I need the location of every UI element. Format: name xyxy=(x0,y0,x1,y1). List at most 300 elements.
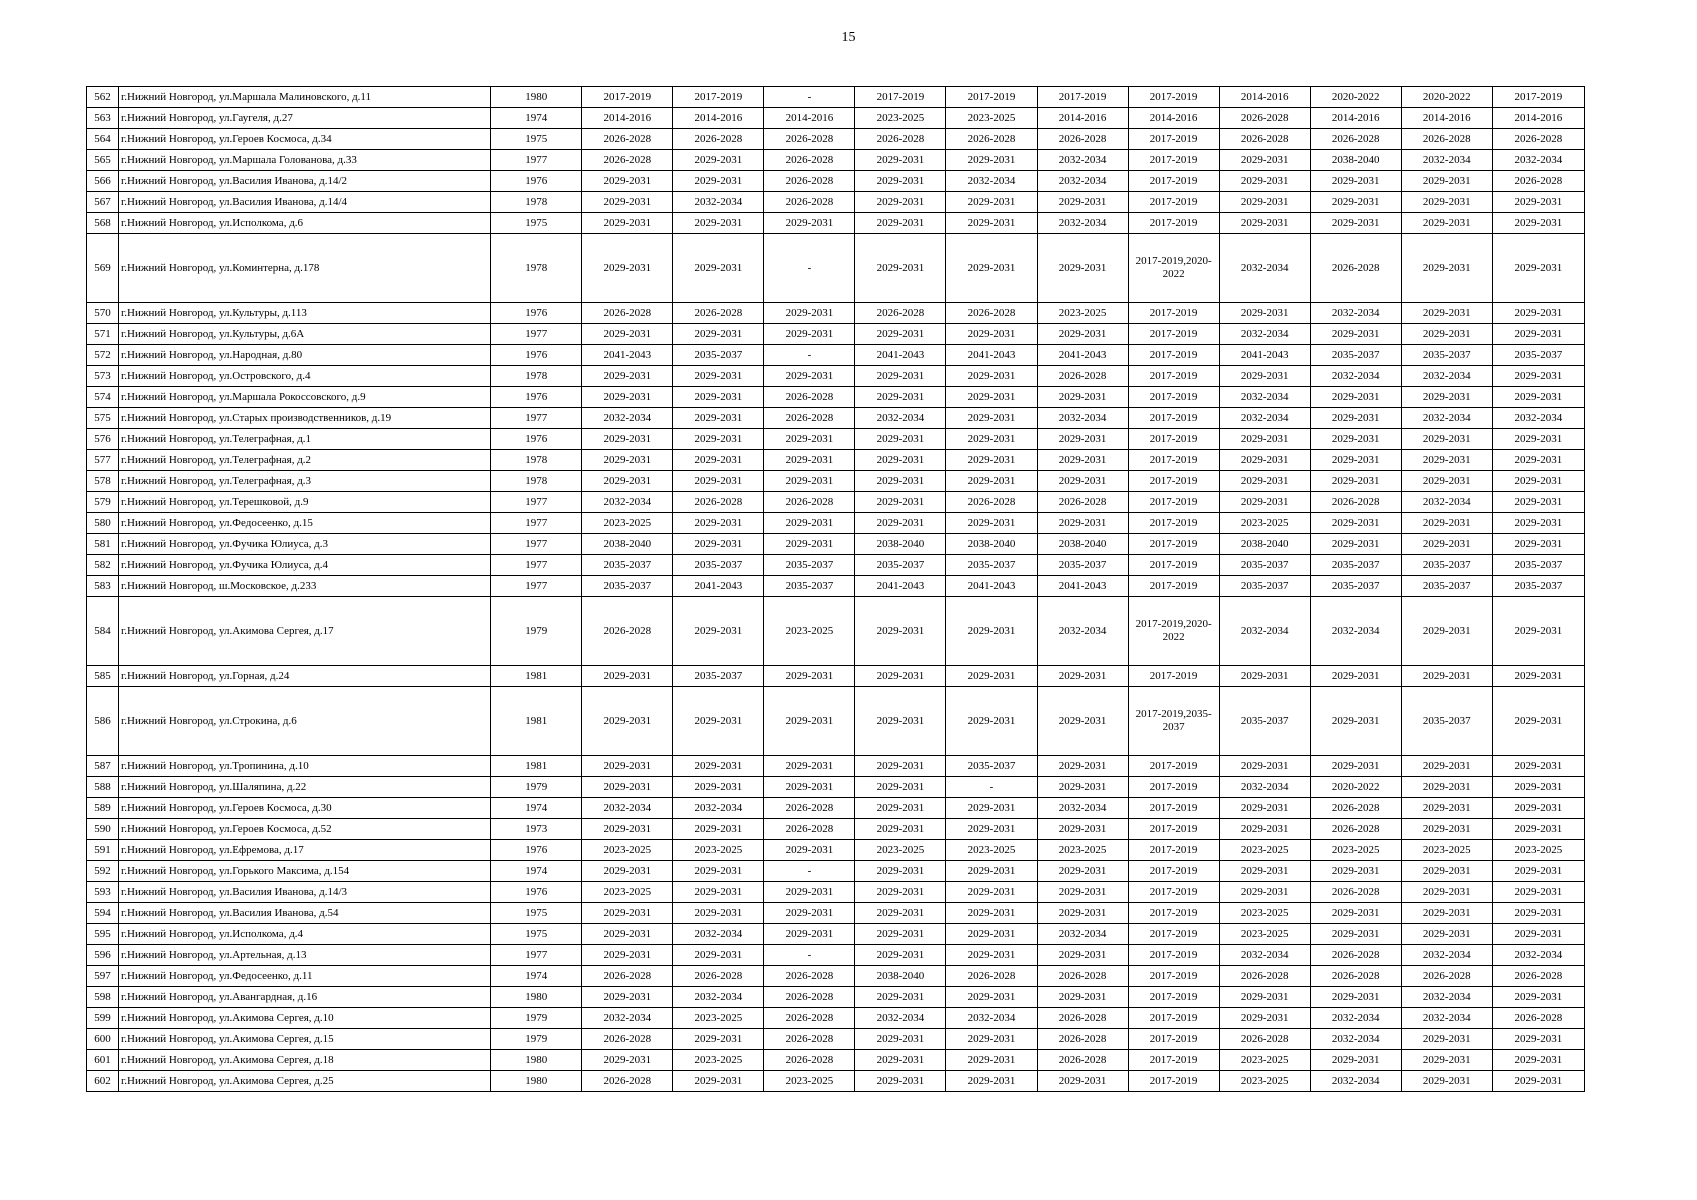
address-cell: г.Нижний Новгород, ул.Маршала Рокоссовского, д.9 xyxy=(119,387,491,408)
period-cell: 2029-2031 xyxy=(1037,429,1128,450)
period-cell: 2029-2031 xyxy=(1037,234,1128,303)
period-cell: 2029-2031 xyxy=(673,429,764,450)
period-cell: 2017-2019 xyxy=(1128,798,1219,819)
period-cell: 2017-2019 xyxy=(1128,192,1219,213)
row-number-cell: 582 xyxy=(87,555,119,576)
period-cell: 2029-2031 xyxy=(946,213,1037,234)
period-cell: 2026-2028 xyxy=(764,1029,855,1050)
year-built-cell: 1974 xyxy=(491,798,582,819)
year-built-cell: 1977 xyxy=(491,150,582,171)
period-cell: 2014-2016 xyxy=(673,108,764,129)
period-cell: 2035-2037 xyxy=(946,756,1037,777)
year-built-cell: 1977 xyxy=(491,576,582,597)
address-cell: г.Нижний Новгород, ул.Островского, д.4 xyxy=(119,366,491,387)
period-cell: 2029-2031 xyxy=(946,1071,1037,1092)
period-cell: 2029-2031 xyxy=(1037,324,1128,345)
period-cell: 2035-2037 xyxy=(855,555,946,576)
row-number-cell: 571 xyxy=(87,324,119,345)
period-cell: 2026-2028 xyxy=(1492,1008,1584,1029)
period-cell: 2029-2031 xyxy=(764,366,855,387)
period-cell: 2029-2031 xyxy=(1492,213,1584,234)
period-cell: 2029-2031 xyxy=(673,1029,764,1050)
period-cell: 2017-2019 xyxy=(1128,1050,1219,1071)
period-cell: 2029-2031 xyxy=(1310,192,1401,213)
period-cell: 2026-2028 xyxy=(673,492,764,513)
period-cell: 2029-2031 xyxy=(1310,687,1401,756)
period-cell: 2029-2031 xyxy=(1401,924,1492,945)
period-cell: 2023-2025 xyxy=(673,1008,764,1029)
table-row xyxy=(87,576,1585,597)
period-cell: 2038-2040 xyxy=(855,966,946,987)
period-cell: 2029-2031 xyxy=(1401,324,1492,345)
period-cell: 2029-2031 xyxy=(855,387,946,408)
period-cell: 2014-2016 xyxy=(1492,108,1584,129)
period-cell: 2029-2031 xyxy=(764,924,855,945)
period-cell: 2029-2031 xyxy=(946,924,1037,945)
year-built-cell: 1976 xyxy=(491,387,582,408)
period-cell: 2017-2019 xyxy=(1128,945,1219,966)
period-cell: - xyxy=(764,345,855,366)
period-cell: 2032-2034 xyxy=(1037,150,1128,171)
year-built-cell: 1980 xyxy=(491,1050,582,1071)
address-cell: г.Нижний Новгород, ул.Акимова Сергея, д.25 xyxy=(119,1071,491,1092)
address-cell: г.Нижний Новгород, ул.Фучика Юлиуса, д.4 xyxy=(119,555,491,576)
period-cell: 2017-2019 xyxy=(1128,303,1219,324)
row-number-cell: 580 xyxy=(87,513,119,534)
period-cell: 2029-2031 xyxy=(946,150,1037,171)
row-number-cell: 591 xyxy=(87,840,119,861)
period-cell: 2032-2034 xyxy=(673,192,764,213)
period-cell: 2026-2028 xyxy=(582,1029,673,1050)
period-cell: 2029-2031 xyxy=(1219,882,1310,903)
period-cell: 2026-2028 xyxy=(1219,129,1310,150)
table-row xyxy=(87,687,1585,756)
period-cell: 2029-2031 xyxy=(582,171,673,192)
period-cell: 2017-2019 xyxy=(1128,966,1219,987)
row-number-cell: 593 xyxy=(87,882,119,903)
period-cell: 2017-2019 xyxy=(1128,366,1219,387)
period-cell: 2032-2034 xyxy=(1037,213,1128,234)
period-cell: 2029-2031 xyxy=(946,798,1037,819)
period-cell: 2026-2028 xyxy=(582,966,673,987)
address-cell: г.Нижний Новгород, ул.Горная, д.24 xyxy=(119,666,491,687)
period-cell: 2029-2031 xyxy=(1219,1008,1310,1029)
period-cell: 2026-2028 xyxy=(946,966,1037,987)
period-cell: 2029-2031 xyxy=(855,903,946,924)
period-cell: 2029-2031 xyxy=(855,798,946,819)
period-cell: 2029-2031 xyxy=(1492,492,1584,513)
year-built-cell: 1979 xyxy=(491,1029,582,1050)
period-cell: 2029-2031 xyxy=(855,1029,946,1050)
row-number-cell: 594 xyxy=(87,903,119,924)
period-cell: 2023-2025 xyxy=(673,840,764,861)
period-cell: 2032-2034 xyxy=(1219,777,1310,798)
address-cell: г.Нижний Новгород, ул.Тропинина, д.10 xyxy=(119,756,491,777)
period-cell: 2029-2031 xyxy=(1037,861,1128,882)
period-cell: 2029-2031 xyxy=(1401,303,1492,324)
row-number-cell: 596 xyxy=(87,945,119,966)
period-cell: 2029-2031 xyxy=(673,777,764,798)
period-cell: 2029-2031 xyxy=(855,756,946,777)
table-body xyxy=(87,87,1585,1092)
period-cell: 2035-2037 xyxy=(764,555,855,576)
row-number-cell: 577 xyxy=(87,450,119,471)
period-cell: 2029-2031 xyxy=(1492,861,1584,882)
period-cell: 2032-2034 xyxy=(1310,1008,1401,1029)
period-cell: 2032-2034 xyxy=(1401,987,1492,1008)
period-cell: 2029-2031 xyxy=(582,819,673,840)
period-cell: 2026-2028 xyxy=(582,1071,673,1092)
period-cell: 2032-2034 xyxy=(1037,798,1128,819)
period-cell: 2026-2028 xyxy=(1037,1050,1128,1071)
period-cell: 2038-2040 xyxy=(1037,534,1128,555)
period-cell: 2029-2031 xyxy=(673,171,764,192)
period-cell: 2029-2031 xyxy=(855,450,946,471)
period-cell: 2017-2019,2020-2022 xyxy=(1128,234,1219,303)
period-cell: 2029-2031 xyxy=(1219,429,1310,450)
period-cell: 2038-2040 xyxy=(1219,534,1310,555)
period-cell: 2035-2037 xyxy=(673,345,764,366)
period-cell: 2017-2019 xyxy=(1128,924,1219,945)
period-cell: 2029-2031 xyxy=(946,597,1037,666)
period-cell: 2026-2028 xyxy=(764,819,855,840)
period-cell: 2032-2034 xyxy=(582,492,673,513)
period-cell: 2029-2031 xyxy=(1037,387,1128,408)
period-cell: 2029-2031 xyxy=(764,471,855,492)
period-cell: 2029-2031 xyxy=(1037,903,1128,924)
period-cell: 2017-2019 xyxy=(1128,471,1219,492)
period-cell: 2026-2028 xyxy=(764,798,855,819)
period-cell: 2032-2034 xyxy=(946,1008,1037,1029)
address-cell: г.Нижний Новгород, ул.Авангардная, д.16 xyxy=(119,987,491,1008)
period-cell: 2026-2028 xyxy=(764,987,855,1008)
address-cell: г.Нижний Новгород, ул.Василия Иванова, д.14/2 xyxy=(119,171,491,192)
period-cell: 2038-2040 xyxy=(1310,150,1401,171)
period-cell: 2029-2031 xyxy=(1037,450,1128,471)
period-cell: 2029-2031 xyxy=(1219,366,1310,387)
table-row xyxy=(87,1029,1585,1050)
period-cell: 2029-2031 xyxy=(855,234,946,303)
period-cell: 2032-2034 xyxy=(1219,324,1310,345)
period-cell: 2041-2043 xyxy=(582,345,673,366)
period-cell: 2029-2031 xyxy=(946,1029,1037,1050)
period-cell: 2026-2028 xyxy=(673,966,764,987)
period-cell: 2029-2031 xyxy=(946,882,1037,903)
row-number-cell: 584 xyxy=(87,597,119,666)
period-cell: 2032-2034 xyxy=(1219,945,1310,966)
period-cell: 2029-2031 xyxy=(1037,666,1128,687)
period-cell: 2041-2043 xyxy=(946,576,1037,597)
period-cell: 2029-2031 xyxy=(1037,819,1128,840)
period-cell: 2029-2031 xyxy=(946,1050,1037,1071)
row-number-cell: 579 xyxy=(87,492,119,513)
period-cell: 2029-2031 xyxy=(1219,798,1310,819)
table-row xyxy=(87,234,1585,303)
row-number-cell: 597 xyxy=(87,966,119,987)
period-cell: 2029-2031 xyxy=(1037,687,1128,756)
table-row xyxy=(87,429,1585,450)
period-cell: 2029-2031 xyxy=(946,234,1037,303)
period-cell: 2029-2031 xyxy=(1310,213,1401,234)
table-row xyxy=(87,819,1585,840)
period-cell: 2026-2028 xyxy=(1037,1008,1128,1029)
period-cell: 2029-2031 xyxy=(764,666,855,687)
period-cell: 2026-2028 xyxy=(1037,366,1128,387)
year-built-cell: 1980 xyxy=(491,87,582,108)
period-cell: 2029-2031 xyxy=(855,192,946,213)
year-built-cell: 1974 xyxy=(491,108,582,129)
address-cell: г.Нижний Новгород, ул.Шаляпина, д.22 xyxy=(119,777,491,798)
period-cell: 2029-2031 xyxy=(1492,1050,1584,1071)
period-cell: 2029-2031 xyxy=(855,945,946,966)
table-row xyxy=(87,213,1585,234)
year-built-cell: 1975 xyxy=(491,903,582,924)
period-cell: 2029-2031 xyxy=(855,924,946,945)
period-cell: 2041-2043 xyxy=(1219,345,1310,366)
period-cell: 2029-2031 xyxy=(1401,234,1492,303)
period-cell: 2029-2031 xyxy=(582,861,673,882)
period-cell: 2026-2028 xyxy=(1310,492,1401,513)
period-cell: 2026-2028 xyxy=(673,129,764,150)
period-cell: 2014-2016 xyxy=(1128,108,1219,129)
period-cell: 2029-2031 xyxy=(1401,1050,1492,1071)
period-cell: 2017-2019 xyxy=(1037,87,1128,108)
period-cell: 2017-2019 xyxy=(1128,408,1219,429)
table-row xyxy=(87,597,1585,666)
period-cell: 2023-2025 xyxy=(1219,840,1310,861)
period-cell: 2026-2028 xyxy=(1037,1029,1128,1050)
period-cell: 2029-2031 xyxy=(764,840,855,861)
row-number-cell: 595 xyxy=(87,924,119,945)
period-cell: 2029-2031 xyxy=(1492,1029,1584,1050)
period-cell: 2029-2031 xyxy=(764,756,855,777)
table-row xyxy=(87,756,1585,777)
period-cell: 2035-2037 xyxy=(1492,576,1584,597)
year-built-cell: 1976 xyxy=(491,882,582,903)
period-cell: 2017-2019 xyxy=(1128,345,1219,366)
period-cell: 2026-2028 xyxy=(1219,1029,1310,1050)
year-built-cell: 1973 xyxy=(491,819,582,840)
period-cell: 2032-2034 xyxy=(1310,303,1401,324)
year-built-cell: 1980 xyxy=(491,987,582,1008)
address-cell: г.Нижний Новгород, ул.Федосеенко, д.11 xyxy=(119,966,491,987)
period-cell: 2041-2043 xyxy=(855,576,946,597)
period-cell: 2029-2031 xyxy=(673,471,764,492)
period-cell: 2029-2031 xyxy=(673,882,764,903)
period-cell: 2029-2031 xyxy=(764,882,855,903)
period-cell: 2029-2031 xyxy=(1037,471,1128,492)
period-cell: 2029-2031 xyxy=(582,987,673,1008)
address-cell: г.Нижний Новгород, ул.Исполкома, д.4 xyxy=(119,924,491,945)
period-cell: 2029-2031 xyxy=(582,945,673,966)
period-cell: 2032-2034 xyxy=(946,171,1037,192)
period-cell: 2029-2031 xyxy=(946,861,1037,882)
period-cell: 2017-2019,2020-2022 xyxy=(1128,597,1219,666)
row-number-cell: 575 xyxy=(87,408,119,429)
period-cell: 2029-2031 xyxy=(582,366,673,387)
period-cell: 2014-2016 xyxy=(1037,108,1128,129)
period-cell: 2023-2025 xyxy=(1219,1071,1310,1092)
year-built-cell: 1975 xyxy=(491,129,582,150)
table-row xyxy=(87,666,1585,687)
period-cell: 2029-2031 xyxy=(582,213,673,234)
period-cell: 2029-2031 xyxy=(855,471,946,492)
period-cell: 2032-2034 xyxy=(1401,492,1492,513)
period-cell: 2026-2028 xyxy=(1492,171,1584,192)
period-cell: 2035-2037 xyxy=(764,576,855,597)
period-cell: 2023-2025 xyxy=(582,882,673,903)
period-cell: 2029-2031 xyxy=(855,819,946,840)
period-cell: 2029-2031 xyxy=(673,1071,764,1092)
period-cell: 2026-2028 xyxy=(764,1008,855,1029)
period-cell: 2035-2037 xyxy=(1492,555,1584,576)
period-cell: 2023-2025 xyxy=(1037,840,1128,861)
period-cell: 2032-2034 xyxy=(1219,597,1310,666)
period-cell: 2032-2034 xyxy=(1401,1008,1492,1029)
period-cell: 2029-2031 xyxy=(1492,1071,1584,1092)
period-cell: 2023-2025 xyxy=(1492,840,1584,861)
period-cell: 2017-2019 xyxy=(1128,1071,1219,1092)
period-cell: 2041-2043 xyxy=(946,345,1037,366)
period-cell: 2029-2031 xyxy=(764,687,855,756)
period-cell: 2029-2031 xyxy=(1401,387,1492,408)
row-number-cell: 586 xyxy=(87,687,119,756)
period-cell: 2026-2028 xyxy=(582,129,673,150)
period-cell: 2029-2031 xyxy=(1219,192,1310,213)
row-number-cell: 600 xyxy=(87,1029,119,1050)
period-cell: 2038-2040 xyxy=(855,534,946,555)
address-cell: г.Нижний Новгород, ул.Маршала Малиновского, д.11 xyxy=(119,87,491,108)
period-cell: 2029-2031 xyxy=(855,324,946,345)
period-cell: 2029-2031 xyxy=(855,429,946,450)
period-cell: 2029-2031 xyxy=(946,903,1037,924)
period-cell: 2041-2043 xyxy=(1037,576,1128,597)
period-cell: 2026-2028 xyxy=(1219,108,1310,129)
period-cell: 2035-2037 xyxy=(582,576,673,597)
period-cell: 2029-2031 xyxy=(764,777,855,798)
period-cell: 2029-2031 xyxy=(673,945,764,966)
period-cell: 2026-2028 xyxy=(764,492,855,513)
row-number-cell: 598 xyxy=(87,987,119,1008)
period-cell: 2029-2031 xyxy=(764,513,855,534)
table-row xyxy=(87,192,1585,213)
table-row xyxy=(87,798,1585,819)
period-cell: 2014-2016 xyxy=(1310,108,1401,129)
period-cell: 2029-2031 xyxy=(764,429,855,450)
year-built-cell: 1974 xyxy=(491,966,582,987)
period-cell: 2041-2043 xyxy=(673,576,764,597)
period-cell: 2026-2028 xyxy=(764,192,855,213)
period-cell: 2029-2031 xyxy=(946,471,1037,492)
period-cell: - xyxy=(764,87,855,108)
period-cell: 2029-2031 xyxy=(673,819,764,840)
period-cell: 2029-2031 xyxy=(582,192,673,213)
table-row xyxy=(87,450,1585,471)
period-cell: 2026-2028 xyxy=(855,303,946,324)
period-cell: 2029-2031 xyxy=(1401,213,1492,234)
period-cell: 2023-2025 xyxy=(946,840,1037,861)
period-cell: 2017-2019 xyxy=(1128,150,1219,171)
period-cell: 2017-2019 xyxy=(1128,819,1219,840)
period-cell: 2029-2031 xyxy=(855,666,946,687)
period-cell: 2029-2031 xyxy=(582,777,673,798)
period-cell: 2029-2031 xyxy=(946,429,1037,450)
address-cell: г.Нижний Новгород, ул.Федосеенко, д.15 xyxy=(119,513,491,534)
address-cell: г.Нижний Новгород, ул.Василия Иванова, д.54 xyxy=(119,903,491,924)
period-cell: 2029-2031 xyxy=(855,987,946,1008)
period-cell: 2032-2034 xyxy=(1037,924,1128,945)
period-cell: 2029-2031 xyxy=(1401,666,1492,687)
row-number-cell: 581 xyxy=(87,534,119,555)
row-number-cell: 567 xyxy=(87,192,119,213)
period-cell: 2029-2031 xyxy=(1492,513,1584,534)
period-cell: 2029-2031 xyxy=(1219,150,1310,171)
period-cell: 2029-2031 xyxy=(946,687,1037,756)
period-cell: 2017-2019 xyxy=(1128,213,1219,234)
period-cell: 2026-2028 xyxy=(764,129,855,150)
period-cell: 2032-2034 xyxy=(673,987,764,1008)
period-cell: 2029-2031 xyxy=(582,756,673,777)
period-cell: 2017-2019 xyxy=(1128,576,1219,597)
period-cell: 2029-2031 xyxy=(1310,861,1401,882)
period-cell: 2029-2031 xyxy=(946,192,1037,213)
period-cell: 2026-2028 xyxy=(946,492,1037,513)
period-cell: 2023-2025 xyxy=(1037,303,1128,324)
period-cell: 2026-2028 xyxy=(582,303,673,324)
period-cell: 2029-2031 xyxy=(1310,903,1401,924)
period-cell: 2026-2028 xyxy=(764,966,855,987)
period-cell: 2029-2031 xyxy=(1492,777,1584,798)
period-cell: 2035-2037 xyxy=(1219,576,1310,597)
period-cell: 2029-2031 xyxy=(582,429,673,450)
period-cell: 2035-2037 xyxy=(1310,555,1401,576)
period-cell: 2026-2028 xyxy=(764,387,855,408)
period-cell: 2029-2031 xyxy=(1310,1050,1401,1071)
table-row xyxy=(87,303,1585,324)
period-cell: 2029-2031 xyxy=(855,171,946,192)
table-row xyxy=(87,1071,1585,1092)
period-cell: 2029-2031 xyxy=(1492,819,1584,840)
row-number-cell: 588 xyxy=(87,777,119,798)
period-cell: 2032-2034 xyxy=(582,798,673,819)
period-cell: 2029-2031 xyxy=(1401,756,1492,777)
address-cell: г.Нижний Новгород, ул.Исполкома, д.6 xyxy=(119,213,491,234)
period-cell: 2029-2031 xyxy=(1037,987,1128,1008)
period-cell: 2032-2034 xyxy=(1310,1029,1401,1050)
period-cell: 2029-2031 xyxy=(855,882,946,903)
period-cell: 2023-2025 xyxy=(1401,840,1492,861)
period-cell: 2026-2028 xyxy=(946,303,1037,324)
address-cell: г.Нижний Новгород, ул.Горького Максима, д.154 xyxy=(119,861,491,882)
period-cell: 2029-2031 xyxy=(1037,882,1128,903)
address-cell: г.Нижний Новгород, ул.Телеграфная, д.3 xyxy=(119,471,491,492)
period-cell: 2029-2031 xyxy=(1401,471,1492,492)
year-built-cell: 1977 xyxy=(491,408,582,429)
period-cell: 2032-2034 xyxy=(1492,945,1584,966)
year-built-cell: 1975 xyxy=(491,924,582,945)
period-cell: 2029-2031 xyxy=(582,924,673,945)
period-cell: 2029-2031 xyxy=(1219,756,1310,777)
year-built-cell: 1981 xyxy=(491,687,582,756)
address-cell: г.Нижний Новгород, ул.Телеграфная, д.1 xyxy=(119,429,491,450)
period-cell: 2029-2031 xyxy=(673,534,764,555)
period-cell: 2032-2034 xyxy=(1219,408,1310,429)
period-cell: 2026-2028 xyxy=(582,597,673,666)
period-cell: 2029-2031 xyxy=(946,408,1037,429)
period-cell: 2029-2031 xyxy=(1492,303,1584,324)
row-number-cell: 587 xyxy=(87,756,119,777)
period-cell: 2029-2031 xyxy=(1492,534,1584,555)
